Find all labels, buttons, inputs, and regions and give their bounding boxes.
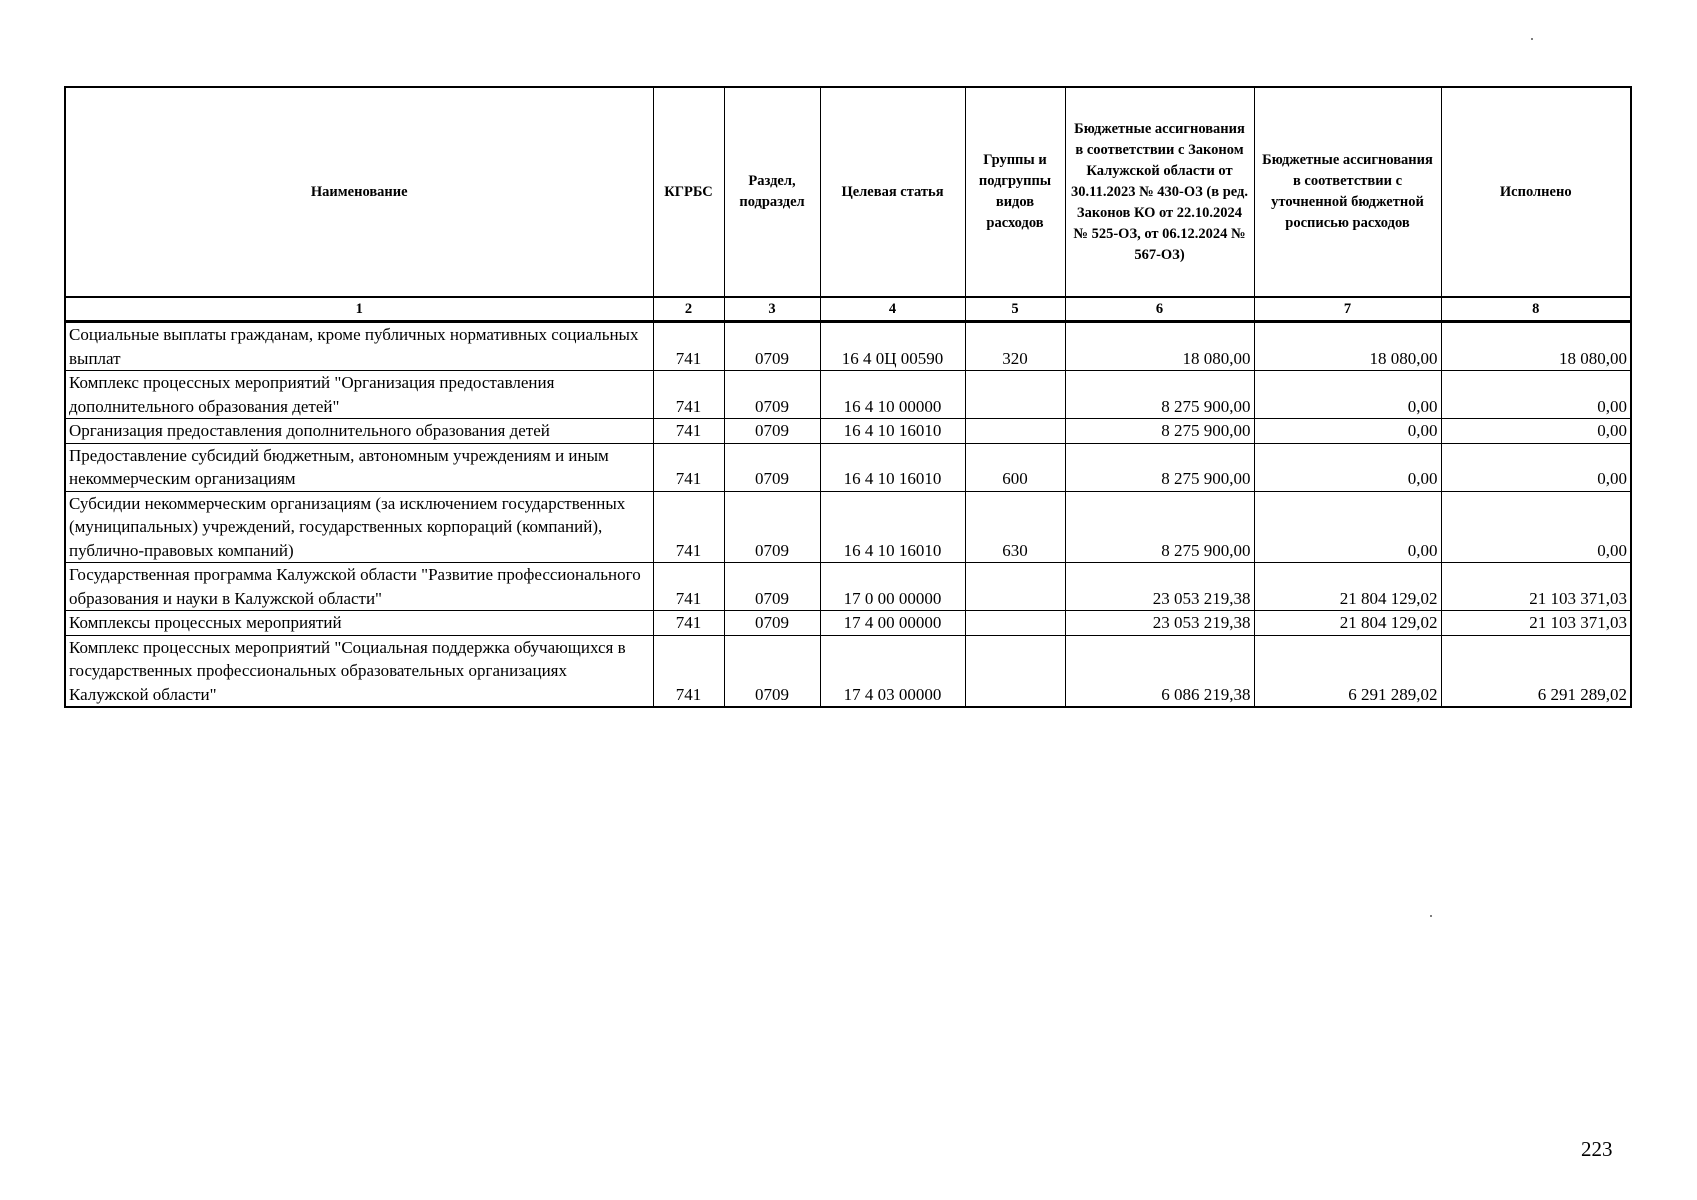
row-section: 0709 [724, 611, 820, 636]
row-expense-group [965, 635, 1065, 707]
table-row [65, 563, 1631, 611]
row-name: Социальные выплаты гражданам, кроме публичных нормативных социальных выплат [65, 322, 653, 371]
table-row [65, 443, 1631, 491]
scan-speck [1430, 915, 1432, 917]
row-name: Организация предоставления дополнительного образования детей [65, 419, 653, 444]
header-section: Раздел, подраздел [724, 87, 820, 297]
row-law-amount: 6 086 219,38 [1065, 635, 1254, 707]
row-section: 0709 [724, 491, 820, 563]
scan-speck [1531, 38, 1533, 40]
row-name: Комплекс процессных мероприятий "Организация предоставления дополнительного образования детей" [65, 371, 653, 419]
row-expense-group: 630 [965, 491, 1065, 563]
table-row [65, 635, 1631, 707]
row-law-amount: 23 053 219,38 [1065, 611, 1254, 636]
row-expense-group [965, 419, 1065, 444]
row-executed-amount: 0,00 [1441, 419, 1631, 444]
column-number: 7 [1254, 297, 1441, 322]
table-row [65, 419, 1631, 444]
column-number: 1 [65, 297, 653, 322]
row-kgrbs: 741 [653, 563, 724, 611]
header-executed: Исполнено [1441, 87, 1631, 297]
row-law-amount: 18 080,00 [1065, 322, 1254, 371]
row-target-article: 16 4 10 16010 [820, 491, 965, 563]
row-target-article: 17 0 00 00000 [820, 563, 965, 611]
header-kgrbs: КГРБС [653, 87, 724, 297]
row-law-amount: 23 053 219,38 [1065, 563, 1254, 611]
row-kgrbs: 741 [653, 322, 724, 371]
row-law-amount: 8 275 900,00 [1065, 443, 1254, 491]
header-expense-group: Группы и подгруппы видов расходов [965, 87, 1065, 297]
column-number: 3 [724, 297, 820, 322]
row-executed-amount: 0,00 [1441, 443, 1631, 491]
budget-execution-table [64, 86, 1632, 708]
row-expense-group: 320 [965, 322, 1065, 371]
row-expense-group: 600 [965, 443, 1065, 491]
header-row [65, 87, 1631, 297]
row-name: Субсидии некоммерческим организациям (за исключением государственных (муниципальных) учреждений, государственных корпораций (компаний), публично-правовых компаний) [65, 491, 653, 563]
row-name: Комплекс процессных мероприятий "Социальная поддержка обучающихся в государственных профессиональных образовательных организациях Калужской области" [65, 635, 653, 707]
row-section: 0709 [724, 443, 820, 491]
row-executed-amount: 21 103 371,03 [1441, 611, 1631, 636]
row-kgrbs: 741 [653, 491, 724, 563]
row-expense-group [965, 611, 1065, 636]
column-number: 6 [1065, 297, 1254, 322]
row-law-amount: 8 275 900,00 [1065, 371, 1254, 419]
row-executed-amount: 0,00 [1441, 491, 1631, 563]
row-refined-amount: 0,00 [1254, 491, 1441, 563]
row-refined-amount: 21 804 129,02 [1254, 611, 1441, 636]
row-section: 0709 [724, 322, 820, 371]
table-row [65, 371, 1631, 419]
header-refined-allocations: Бюджетные ассигнования в соответствии с уточненной бюджетной росписью расходов [1254, 87, 1441, 297]
row-name: Государственная программа Калужской области "Развитие профессионального образования и науки в Калужской области" [65, 563, 653, 611]
row-target-article: 17 4 00 00000 [820, 611, 965, 636]
row-refined-amount: 0,00 [1254, 443, 1441, 491]
row-kgrbs: 741 [653, 635, 724, 707]
column-number: 8 [1441, 297, 1631, 322]
column-number: 4 [820, 297, 965, 322]
row-refined-amount: 18 080,00 [1254, 322, 1441, 371]
row-target-article: 16 4 10 00000 [820, 371, 965, 419]
row-section: 0709 [724, 371, 820, 419]
row-executed-amount: 21 103 371,03 [1441, 563, 1631, 611]
row-executed-amount: 0,00 [1441, 371, 1631, 419]
row-kgrbs: 741 [653, 371, 724, 419]
column-number: 2 [653, 297, 724, 322]
row-law-amount: 8 275 900,00 [1065, 491, 1254, 563]
row-target-article: 17 4 03 00000 [820, 635, 965, 707]
table-row [65, 322, 1631, 371]
table-row [65, 611, 1631, 636]
row-section: 0709 [724, 563, 820, 611]
header-name: Наименование [65, 87, 653, 297]
column-numbers-row [65, 297, 1631, 322]
row-refined-amount: 0,00 [1254, 371, 1441, 419]
row-kgrbs: 741 [653, 443, 724, 491]
row-expense-group [965, 371, 1065, 419]
row-target-article: 16 4 0Ц 00590 [820, 322, 965, 371]
header-law-allocations: Бюджетные ассигнования в соответствии с Законом Калужской области от 30.11.2023 № 430-ОЗ (в ред. Законов КО от 22.10.2024 № 525-ОЗ, от 06.12.2024 № 567-ОЗ) [1065, 87, 1254, 297]
row-target-article: 16 4 10 16010 [820, 419, 965, 444]
column-number: 5 [965, 297, 1065, 322]
row-law-amount: 8 275 900,00 [1065, 419, 1254, 444]
row-section: 0709 [724, 635, 820, 707]
table-row [65, 491, 1631, 563]
row-expense-group [965, 563, 1065, 611]
header-target-article: Целевая статья [820, 87, 965, 297]
row-executed-amount: 18 080,00 [1441, 322, 1631, 371]
row-refined-amount: 21 804 129,02 [1254, 563, 1441, 611]
row-refined-amount: 0,00 [1254, 419, 1441, 444]
row-kgrbs: 741 [653, 419, 724, 444]
row-name: Комплексы процессных мероприятий [65, 611, 653, 636]
row-name: Предоставление субсидий бюджетным, автономным учреждениям и иным некоммерческим организациям [65, 443, 653, 491]
row-section: 0709 [724, 419, 820, 444]
row-kgrbs: 741 [653, 611, 724, 636]
row-executed-amount: 6 291 289,02 [1441, 635, 1631, 707]
row-refined-amount: 6 291 289,02 [1254, 635, 1441, 707]
page-number: 223 [1581, 1137, 1613, 1161]
row-target-article: 16 4 10 16010 [820, 443, 965, 491]
